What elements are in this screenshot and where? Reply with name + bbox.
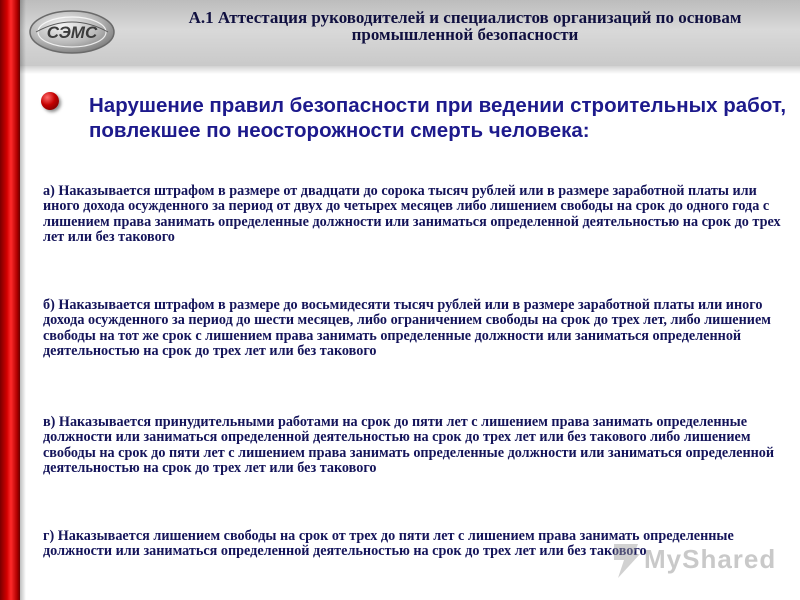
header-shadow	[0, 66, 800, 74]
company-logo	[26, 6, 118, 58]
left-strip-shadow	[20, 0, 26, 600]
logo-text: СЭМС	[46, 23, 98, 42]
paragraph-d: г) Наказывается лишением свободы на срок от трех до пяти лет с лишением права занимать определенные должности или заниматься определенной деятельностью на срок до трех лет или без такового	[43, 528, 734, 560]
paragraph-c: в) Наказывается принудительными работами на срок до пяти лет с лишением права занимать определенные должности или заниматься определенной деятельностью на срок до трех лет или без такового либо лишением свободы на срок до пяти лет с лишением права занимать определенные должности или заниматься определенной деятельностью на срок до трех лет или без такового	[43, 414, 775, 477]
left-red-strip	[0, 0, 20, 600]
main-heading: Нарушение правил безопасности при ведении строительных работ, повлекшее по неосторожности смерть человека:	[89, 94, 787, 142]
watermark-text: MyShared	[644, 544, 777, 574]
page-title: А.1 Аттестация руководителей и специалистов организаций по основам промышленной безопасности	[188, 8, 742, 44]
bullet-icon	[41, 92, 59, 110]
paragraph-b: б) Наказывается штрафом в размере до восьмидесяти тысяч рублей или в размере заработной платы или иного дохода осужденного за период до шести месяцев, либо ограничением свободы на срок до трех лет, либо лишением свободы на тот же срок с лишением права занимать определенные должности или заниматься определенной деятельностью на срок до трех лет или без такового	[43, 297, 771, 360]
paragraph-a: а) Наказывается штрафом в размере от двадцати до сорока тысяч рублей или в размере заработной платы или иного дохода осужденного за период от двух до четырех месяцев либо лишением свободы на срок до одного года с лишением права занимать определенные должности или заниматься определенной деятельностью на срок до трех лет или без такового	[43, 183, 781, 246]
